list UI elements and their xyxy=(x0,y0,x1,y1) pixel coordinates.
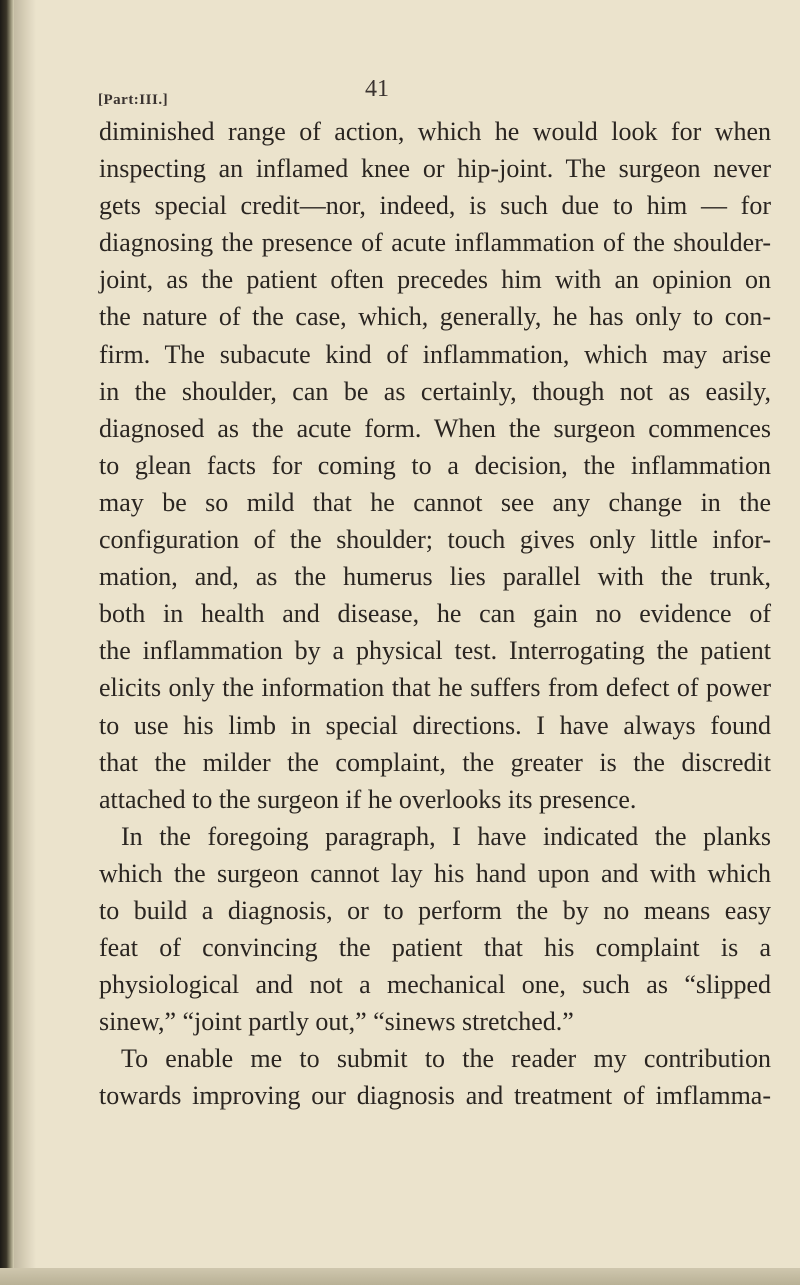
text-line: gets special credit—nor, indeed, is such due to him — for xyxy=(99,191,771,221)
text-line: to glean facts for coming to a decision, the inflammation xyxy=(99,450,771,480)
text-line: elicits only the information that he suffers from defect of power xyxy=(99,673,771,703)
text-line: joint, as the patient often precedes him with an opinion on xyxy=(99,265,771,295)
text-line: in the shoulder, can be as certainly, though not as easily, xyxy=(99,376,771,406)
text-line: attached to the surgeon if he overlooks its presence. xyxy=(99,784,637,814)
text-line: diagnosing the presence of acute inflammation of the shoulder- xyxy=(99,228,771,258)
text-line: to use his limb in special directions. I have always found xyxy=(99,710,771,740)
text-line: that the milder the complaint, the greater is the discredit xyxy=(99,747,771,777)
text-line: configuration of the shoulder; touch gives only little infor- xyxy=(99,525,771,555)
text-line: inspecting an inflamed knee or hip-joint. The surgeon never xyxy=(99,154,771,184)
text-line: may be so mild that he cannot see any change in the xyxy=(99,487,771,517)
text-line: which the surgeon cannot lay his hand upon and with which xyxy=(99,858,771,888)
text-line: both in health and disease, he can gain no evidence of xyxy=(99,599,771,629)
part-label: [Part:III.] xyxy=(98,92,169,108)
text-line: diagnosed as the acute form. When the surgeon commences xyxy=(99,413,771,443)
text-line: sinew,” “joint partly out,” “sinews stretched.” xyxy=(99,1007,574,1037)
text-line: To enable me to submit to the reader my contribution xyxy=(121,1044,771,1074)
text-line: mation, and, as the humerus lies parallel with the trunk, xyxy=(99,562,771,592)
text-line: firm. The subacute kind of inflammation, which may arise xyxy=(99,339,771,369)
text-line: to build a diagnosis, or to perform the by no means easy xyxy=(99,895,771,925)
page-number: 41 xyxy=(365,76,389,102)
body-text xyxy=(99,113,771,1115)
page-bottom-edge xyxy=(0,1268,800,1285)
text-line: feat of convincing the patient that his complaint is a xyxy=(99,933,771,963)
text-line: diminished range of action, which he would look for when xyxy=(99,117,771,146)
text-line: the inflammation by a physical test. Interrogating the patient xyxy=(99,636,771,666)
text-line: In the foregoing paragraph, I have indicated the planks xyxy=(121,821,771,851)
text-line: the nature of the case, which, generally, he has only to con- xyxy=(99,302,771,332)
text-line: physiological and not a mechanical one, such as “slipped xyxy=(99,970,771,1000)
text-line: towards improving our diagnosis and treatment of imflamma- xyxy=(99,1081,771,1111)
